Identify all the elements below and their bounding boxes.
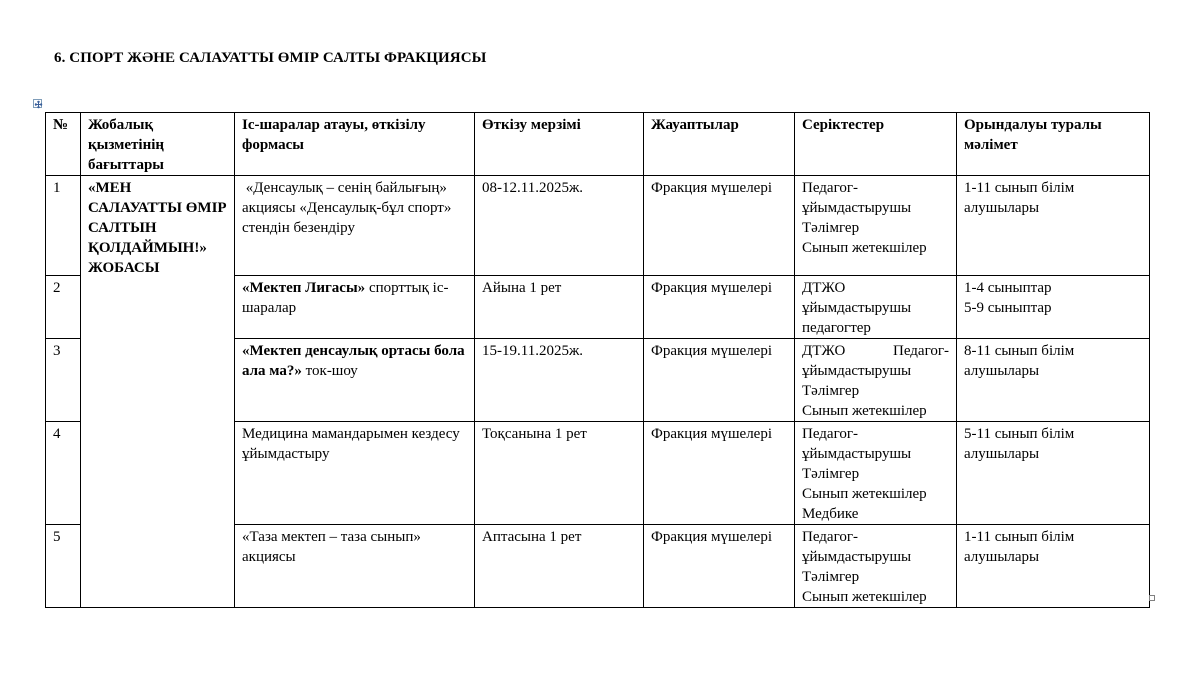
partners-cell: Педагог-ұйымдастырушы Тәлімгер Сынып жетекшілер xyxy=(795,525,957,608)
header-num: № xyxy=(46,113,81,176)
responsible-cell: Фракция мүшелері xyxy=(644,422,795,525)
header-period: Өткізу мерзімі xyxy=(475,113,644,176)
event-cell: Медицина мамандарымен кездесу ұйымдастыру xyxy=(235,422,475,525)
row-num: 2 xyxy=(46,276,81,339)
row-num: 4 xyxy=(46,422,81,525)
event-cell xyxy=(235,176,475,276)
result-cell: 8-11 сынып білім алушылары xyxy=(957,339,1150,422)
period-cell: Тоқсанына 1 рет xyxy=(475,422,644,525)
result-cell: 1-4 сыныптар 5-9 сыныптар xyxy=(957,276,1150,339)
result-cell: 5-11 сынып білім алушылары xyxy=(957,422,1150,525)
responsible-cell: Фракция мүшелері xyxy=(644,339,795,422)
table-header-row xyxy=(46,113,1150,176)
partners-cell: Педагог-ұйымдастырушы Тәлімгер Сынып жетекшілер xyxy=(795,176,957,276)
period-cell: 15-19.11.2025ж. xyxy=(475,339,644,422)
table-row xyxy=(46,176,1150,276)
period-cell: Аптасына 1 рет xyxy=(475,525,644,608)
responsible-cell: Фракция мүшелері xyxy=(644,276,795,339)
partners-cell: ДТЖО Педагог-ұйымдастырушы Тәлімгер Сынып жетекшілер xyxy=(795,339,957,422)
table-resize-handle-icon[interactable] xyxy=(1149,595,1155,601)
table-move-handle-icon[interactable] xyxy=(33,99,42,108)
project-direction: «МЕН САЛАУАТТЫ ӨМІР САЛТЫН ҚОЛДАЙМЫН!» ЖОБАСЫ xyxy=(81,176,235,608)
partners-cell: Педагог-ұйымдастырушы Тәлімгер Сынып жетекшілер Медбике xyxy=(795,422,957,525)
partners-cell: ДТЖО ұйымдастырушы педагогтер xyxy=(795,276,957,339)
header-responsible: Жауаптылар xyxy=(644,113,795,176)
activity-table xyxy=(45,112,1150,608)
section-heading: 6. СПОРТ ЖӘНЕ САЛАУАТТЫ ӨМІР САЛТЫ ФРАКЦИЯСЫ xyxy=(54,50,487,66)
period-cell: 08-12.11.2025ж. xyxy=(475,176,644,276)
row-num: 5 xyxy=(46,525,81,608)
event-cell: «Мектеп денсаулық ортасы бола ала ма?» ток-шоу xyxy=(235,339,475,422)
responsible-cell: Фракция мүшелері xyxy=(644,176,795,276)
event-cell: «Мектеп Лигасы» спорттық іс-шаралар xyxy=(235,276,475,339)
header-result: Орындалуы туралы мәлімет xyxy=(957,113,1150,176)
row-num: 1 xyxy=(46,176,81,276)
result-cell: 1-11 сынып білім алушылары xyxy=(957,525,1150,608)
header-partners: Серіктестер xyxy=(795,113,957,176)
responsible-cell: Фракция мүшелері xyxy=(644,525,795,608)
result-cell: 1-11 сынып білім алушылары xyxy=(957,176,1150,276)
event-text: «Денсаулық – сенің байлығың» акциясы «Денсаулық-бұл спорт» стендін безендіру xyxy=(242,180,452,236)
header-direction: Жобалық қызметінің бағыттары xyxy=(81,113,235,176)
row-num: 3 xyxy=(46,339,81,422)
header-event: Іс-шаралар атауы, өткізілу формасы xyxy=(235,113,475,176)
event-cell: «Таза мектеп – таза сынып» акциясы xyxy=(235,525,475,608)
period-cell: Айына 1 рет xyxy=(475,276,644,339)
